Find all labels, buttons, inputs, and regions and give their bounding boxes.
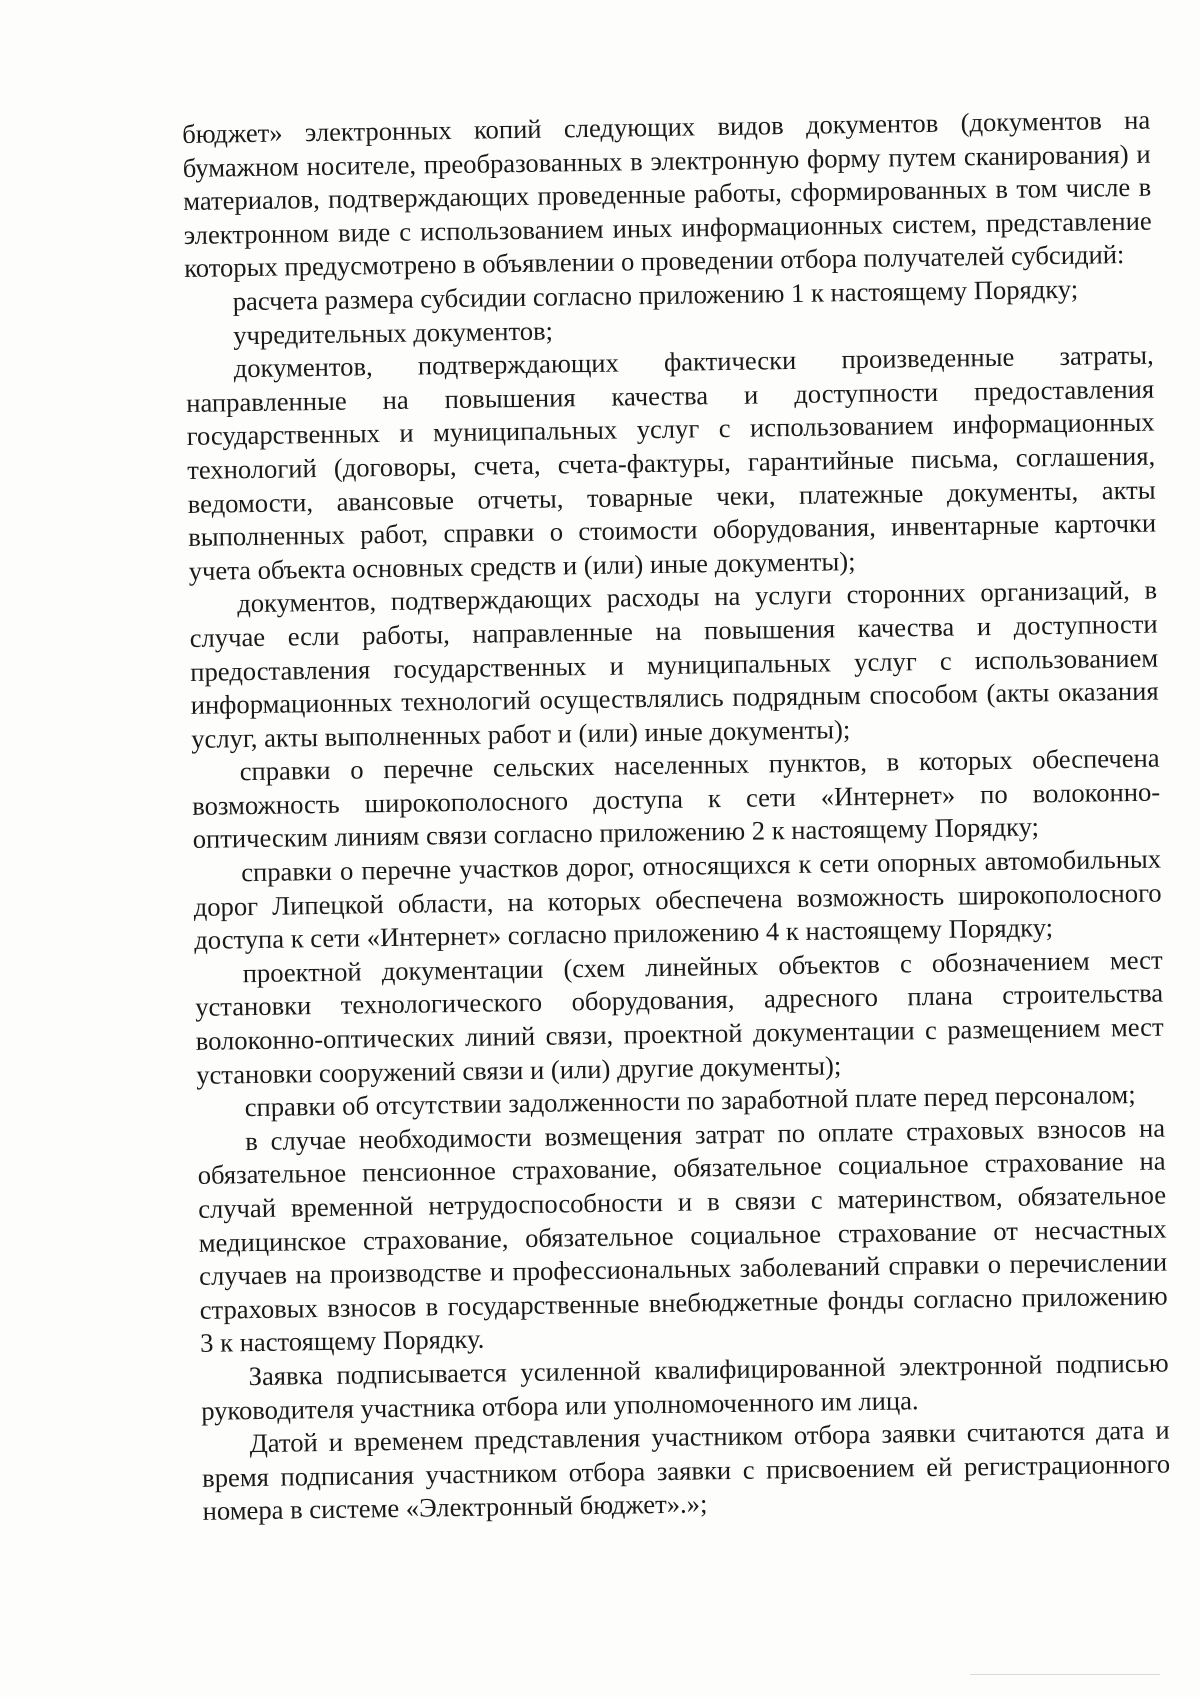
paragraph-insurance-contributions: в случае необходимости возмещения затрат по оплате страховых взносов на обязательное пенсионное страхование, обязательное социальное страхование на случай временной нетрудоспособности и в связи с материнством, обязательное медицинское страхование, обязательное социальное страхование от несчастных случаев на производстве и профессиональных заболеваний справки о перечислении страховых взносов в государственные внебюджетные фонды согласно приложению 3 к настоящему Порядку.	[197, 1112, 1168, 1359]
document-body	[182, 104, 1171, 1529]
paragraph-founding-documents: учредительных документов;	[232, 315, 554, 350]
paragraph-submission-date: Датой и временем представления участником отбора заявки считаются дата и время подписания участником отбора заявки с присвоением ей регистрационного номера в системе «Электронный бюджет».»;	[201, 1414, 1171, 1527]
paragraph-application-signature: Заявка подписывается усиленной квалифицированной электронной подписью руководителя участника отбора или уполномоченного им лица.	[200, 1347, 1169, 1426]
paragraph-intro: бюджет» электронных копий следующих видов документов (документов на бумажном носителе, преобразованных в электронную форму путем сканирования) и материалов, подтверждающих проведенные работы, сформированных в том числе в электронном виде с использованием иных информационных систем, представление которых предусмотрено в объявлении о проведении отбора получателей субсидий:	[182, 104, 1152, 284]
paragraph-road-sections: справки о перечне участков дорог, относящихся к сети опорных автомобильных дорог Липецкой области, на которых обеспечена возможность широкополосного доступа к сети «Интернет» согласно приложению 4 к настоящему Порядку;	[193, 843, 1162, 956]
scan-edge-line	[970, 1674, 1160, 1675]
paragraph-project-documentation: проектной документации (схем линейных объектов с обозначением мест установки технологического оборудования, адресного плана строительства волоконно-оптических линий связи, проектной документации с размещением мест установки сооружений связи и (или) другие документы);	[194, 944, 1164, 1090]
paragraph-expense-documents: документов, подтверждающих фактически произведенные затраты, направленные на повышения качества и доступности предоставления государственных и муниципальных услуг с использованием информационных технологий (договоры, счета, счета-фактуры, гарантийные письма, соглашения, ведомости, авансовые отчеты, товарные чеки, платежные документы, акты выполненных работ, справки о стоимости оборудования, инвентарные карточки учета объекта основных средств и (или) иные документы);	[186, 339, 1157, 586]
paragraph-contractor-documents: документов, подтверждающих расходы на услуги сторонних организаций, в случае если работы, направленные на повышения качества и доступности предоставления государственных и муниципальных услуг с использованием информационных технологий осуществлялись подрядным способом (акты оказания услуг, акты выполненных работ и (или) иные документы);	[189, 574, 1159, 754]
paragraph-rural-settlements: справки о перечне сельских населенных пунктов, в которых обеспечена возможность широкополосного доступа к сети «Интернет» по волоконно-оптическим линиям связи согласно приложению 2 к настоящему Порядку;	[191, 742, 1161, 855]
paragraph-no-wage-debt: справки об отсутствии задолженности по заработной плате перед персоналом;	[244, 1079, 1136, 1123]
paragraph-subsidy-calculation: расчета размера субсидии согласно приложению 1 к настоящему Порядку;	[232, 273, 1079, 317]
